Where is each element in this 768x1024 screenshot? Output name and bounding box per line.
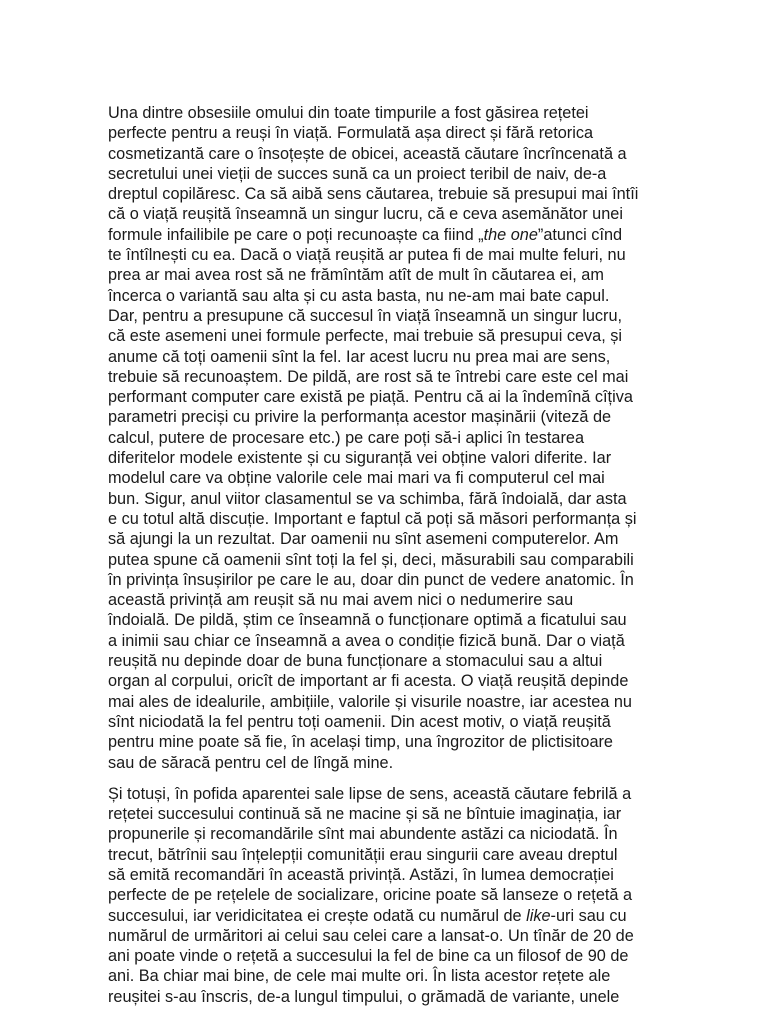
text-line bbox=[108, 610, 748, 630]
text-line bbox=[108, 387, 748, 407]
italic-text: like bbox=[526, 906, 551, 925]
text-segment: reușitei s-au înscris, de-a lungul timpului, o grămadă de variante, unele bbox=[108, 987, 620, 1006]
paragraph-gap bbox=[108, 773, 748, 784]
text-line bbox=[108, 306, 748, 326]
text-segment: performant computer care există pe piață. Pentru că ai la îndemînă cîțiva bbox=[108, 388, 633, 407]
text-line bbox=[108, 804, 748, 824]
text-line bbox=[108, 692, 748, 712]
text-line bbox=[108, 367, 748, 387]
text-line bbox=[108, 784, 748, 804]
text-segment: încerca o variantă sau alta și cu asta basta, nu ne-am mai bate capul. bbox=[108, 286, 610, 305]
text-line bbox=[108, 245, 748, 265]
text-segment: Una dintre obsesiile omului din toate timpurile a fost găsirea rețetei bbox=[108, 104, 589, 122]
text-line bbox=[108, 164, 748, 184]
paragraph bbox=[108, 784, 748, 1007]
text-segment: perfecte de pe rețelele de socializare, oricine poate să lanseze o rețetă a bbox=[108, 886, 633, 905]
text-segment: pentru mine poate să fie, în același timp, una îngrozitor de plictisitoare bbox=[108, 733, 613, 752]
text-line bbox=[108, 265, 748, 285]
text-line bbox=[108, 204, 748, 224]
text-segment: în privința însușirilor pe care le au, doar din punct de vedere anatomic. În bbox=[108, 570, 634, 589]
text-line bbox=[108, 732, 748, 752]
text-segment: anume că toți oamenii sînt la fel. Iar acest lucru nu prea mai are sens, bbox=[108, 347, 611, 366]
italic-text: the one bbox=[483, 225, 538, 244]
text-line bbox=[108, 428, 748, 448]
text-line bbox=[108, 631, 748, 651]
text-line bbox=[108, 286, 748, 306]
text-line bbox=[108, 671, 748, 691]
text-segment: cosmetizantă care o însoțește de obicei, această căutare încrîncenată a bbox=[108, 144, 627, 163]
text-segment: rețetei succesului continuă să ne macine și să ne bîntuie imaginația, iar bbox=[108, 805, 622, 824]
text-segment: formule infailibile pe care o poți recunoaște ca fiind „ bbox=[108, 225, 484, 244]
text-segment: prea ar mai avea rost să ne frămîntăm atît de mult în căutarea ei, am bbox=[108, 266, 604, 285]
text-segment: calcul, putere de procesare etc.) pe care poți să-i aplici în testarea bbox=[108, 428, 585, 447]
text-segment: sau de săracă pentru cel de lîngă mine. bbox=[108, 753, 394, 772]
text-line bbox=[108, 987, 748, 1007]
text-line bbox=[108, 326, 748, 346]
text-line bbox=[108, 489, 748, 509]
text-segment: dreptul copilăresc. Ca să aibă sens căutarea, trebuie să presupui mai întîi bbox=[108, 185, 639, 204]
text-segment: parametri preciși cu privire la performanța acestor mașinării (viteză de bbox=[108, 408, 612, 427]
text-segment: organ al corpului, oricît de important ar fi acesta. O viață reușită depinde bbox=[108, 672, 629, 691]
text-line bbox=[108, 225, 748, 245]
text-line bbox=[108, 347, 748, 367]
text-line bbox=[108, 529, 748, 549]
text-segment: propunerile și recomandările sînt mai abundente astăzi ca niciodată. În bbox=[108, 825, 618, 844]
text-segment: că este asemeni unei formule perfecte, mai trebuie să presupui ceva, și bbox=[108, 327, 623, 346]
text-segment: reușită nu depinde doar de buna funcționare a stomacului sau a altui bbox=[108, 652, 603, 671]
text-line bbox=[108, 946, 748, 966]
text-segment: Dar, pentru a presupune că succesul în viață înseamnă un singur lucru, bbox=[108, 306, 623, 325]
text-line bbox=[108, 824, 748, 844]
text-segment: -uri sau cu bbox=[550, 906, 627, 925]
text-line bbox=[108, 184, 748, 204]
text-line bbox=[108, 509, 748, 529]
text-segment: sînt niciodată la fel pentru toți oamenii. Din acest motiv, o viață reușită bbox=[108, 712, 611, 731]
text-line bbox=[108, 865, 748, 885]
text-segment: Și totuși, în pofida aparentei sale lipse de sens, această căutare febrilă a bbox=[108, 784, 632, 803]
text-line bbox=[108, 712, 748, 732]
text-segment: să ajungi la un rezultat. Dar oamenii nu sînt asemeni computerelor. Am bbox=[108, 530, 619, 549]
text-line bbox=[108, 123, 748, 143]
text-segment: să emită recomandări în această privință. Astăzi, în lumea democrației bbox=[108, 865, 614, 884]
text-segment: e cu totul altă discuție. Important e faptul că poți să măsori performanța și bbox=[108, 509, 637, 528]
text-segment: a inimii sau chiar ce înseamnă a avea o condiție fizică bună. Dar o viață bbox=[108, 631, 625, 650]
text-line bbox=[108, 651, 748, 671]
text-segment: putea spune că oamenii sînt toți la fel și, deci, măsurabili sau comparabili bbox=[108, 550, 634, 569]
text-line bbox=[108, 570, 748, 590]
text-line bbox=[108, 926, 748, 946]
text-line bbox=[108, 103, 748, 123]
text-segment: succesului, iar veridicitatea ei crește odată cu numărul de bbox=[108, 906, 527, 925]
text-segment: modelul care va obține valorile cele mai mari va fi computerul cel mai bbox=[108, 469, 605, 488]
document-body bbox=[108, 103, 748, 1007]
text-segment: îndoială. De pildă, știm ce înseamnă o funcționare optimă a ficatului sau bbox=[108, 611, 627, 630]
text-segment: te întîlnești cu ea. Dacă o viață reușită ar putea fi de mai multe feluri, nu bbox=[108, 246, 626, 265]
text-line bbox=[108, 590, 748, 610]
text-segment: diferitelor modele existente și cu siguranță vei obține valori diferite. Iar bbox=[108, 449, 612, 468]
text-line bbox=[108, 885, 748, 905]
text-segment: trebuie să recunoaștem. De pildă, are rost să te întrebi care este cel mai bbox=[108, 367, 629, 386]
text-segment: bun. Sigur, anul viitor clasamentul se va schimba, fără îndoială, dar asta bbox=[108, 489, 627, 508]
text-segment: secretului unei vieții de succes sună ca un proiect teribil de naiv, de-a bbox=[108, 164, 607, 183]
text-segment: această privință am reușit să nu mai avem nici o nedumerire sau bbox=[108, 591, 574, 610]
text-line bbox=[108, 753, 748, 773]
text-line bbox=[108, 407, 748, 427]
text-line bbox=[108, 550, 748, 570]
text-line bbox=[108, 468, 748, 488]
text-line bbox=[108, 966, 748, 986]
text-line bbox=[108, 845, 748, 865]
text-segment: ani. Ba chiar mai bine, de cele mai multe ori. În lista acestor rețete ale bbox=[108, 967, 611, 986]
text-segment: perfecte pentru a reuși în viață. Formulată așa direct și fără retorica bbox=[108, 124, 594, 143]
text-segment: trecut, bătrînii sau înțelepții comunității erau singurii care aveau dreptul bbox=[108, 845, 618, 864]
text-line bbox=[108, 144, 748, 164]
text-segment: ”atunci cînd bbox=[537, 225, 623, 244]
text-line bbox=[108, 448, 748, 468]
paragraph bbox=[108, 103, 748, 773]
text-segment: că o viață reușită înseamnă un singur lucru, că e ceva asemănător unei bbox=[108, 205, 623, 224]
text-segment: mai ales de idealurile, ambițiile, valorile și visurile noastre, iar acestea nu bbox=[108, 692, 632, 711]
text-segment: numărul de urmăritori ai celui sau celei care a lansat-o. Un tînăr de 20 de bbox=[108, 926, 634, 945]
text-segment: ani poate vinde o rețetă a succesului la fel de bine ca un filosof de 90 de bbox=[108, 947, 629, 966]
text-line bbox=[108, 906, 748, 926]
